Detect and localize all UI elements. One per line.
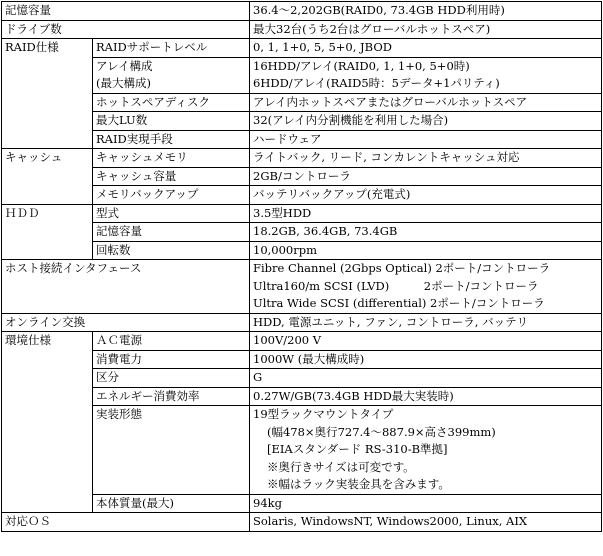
value-cache-size: 2GB/コントローラ — [250, 167, 602, 186]
value-env-ac: 100V/200 V — [250, 332, 602, 351]
value-env-mount-line4: ※奥行きサイズは可変です。 — [267, 459, 415, 474]
value-raid-maxlu: 32(アレイ内分割機能を利用した場合) — [250, 112, 602, 131]
label-raid-support: RAIDサポートレベル — [93, 39, 250, 58]
row-hdd-type — [2, 204, 602, 223]
value-env-mount-line5: ※幅はラック実装金具を含みます。 — [267, 477, 450, 491]
value-raid-array-line1: 16HDD/アレイ(RAID0, 1, 1+0, 5+0時) — [253, 58, 470, 73]
value-env-mount — [250, 406, 602, 495]
value-hdd-type: 3.5型HDD — [250, 204, 602, 223]
row-capacity — [2, 2, 602, 21]
label-host: ホスト接続インタフェース — [2, 260, 250, 314]
value-hdd-capacity: 18.2GB, 36.4GB, 73.4GB — [250, 223, 602, 242]
label-hotswap: オンライン交換 — [2, 313, 250, 332]
row-host — [2, 260, 602, 314]
row-drives — [2, 20, 602, 39]
value-env-weight: 94kg — [250, 494, 602, 513]
value-env-efficiency: 0.27W/GB(73.4GB HDD最大実装時) — [250, 387, 602, 406]
label-env-mount: 実装形態 — [93, 406, 250, 495]
value-host-line3: Ultra Wide SCSI (differential) 2ポート/コントローラ — [253, 296, 545, 310]
label-cache-size: キャッシュ容量 — [93, 167, 250, 186]
group-label-env: 環境仕様 — [2, 332, 93, 513]
value-raid-hotspare: アレイ内ホットスペアまたはグローバルホットスペア — [250, 93, 602, 112]
value-hotswap: HDD, 電源ユニット, ファン, コントローラ, バッテリ — [250, 313, 602, 332]
value-env-mount-line1: 19型ラックマウントタイプ — [253, 407, 394, 421]
label-drives: ドライブ数 — [2, 20, 250, 39]
row-hotswap — [2, 313, 602, 332]
label-env-category: 区分 — [93, 369, 250, 388]
label-os: 対応ＯＳ — [2, 513, 250, 532]
label-raid-array — [93, 57, 250, 93]
value-env-mount-line3: [EIAスタンダード RS-310-B準拠] — [267, 442, 448, 456]
value-os: Solaris, WindowsNT, Windows2000, Linux, AIX — [250, 513, 602, 532]
label-env-power: 消費電力 — [93, 350, 250, 369]
value-cache-backup: バッテリバックアップ(充電式) — [250, 186, 602, 205]
value-host-line2: Ultra160/m SCSI (LVD) 2ポート/コントローラ — [253, 278, 539, 293]
value-raid-impl: ハードウェア — [250, 130, 602, 149]
group-label-raid: RAID仕様 — [2, 39, 93, 149]
spec-table — [1, 1, 602, 532]
row-os — [2, 513, 602, 532]
value-host — [250, 260, 602, 314]
value-raid-array — [250, 57, 602, 93]
label-raid-maxlu: 最大LU数 — [93, 112, 250, 131]
label-hdd-capacity: 記憶容量 — [93, 223, 250, 242]
value-raid-array-line2: 6HDD/アレイ(RAID5時：5データ+1パリティ) — [253, 76, 500, 90]
label-env-ac: ＡＣ電源 — [93, 332, 250, 351]
label-env-efficiency: エネルギー消費効率 — [93, 387, 250, 406]
row-cache-memory — [2, 149, 602, 168]
value-capacity: 36.4～2,202GB(RAID0, 73.4GB HDD利用時) — [250, 2, 602, 21]
value-host-line1: Fibre Channel (2Gbps Optical) 2ポート/コントローラ — [253, 261, 551, 275]
label-env-weight: 本体質量(最大) — [93, 494, 250, 513]
row-raid-support — [2, 39, 602, 58]
label-cache-backup: メモリバックアップ — [93, 186, 250, 205]
value-env-mount-line2: (幅478×奥行727.4～887.9×高さ399mm) — [267, 424, 496, 439]
group-label-hdd: ＨＤＤ — [2, 204, 93, 260]
value-env-category: G — [250, 369, 602, 388]
label-raid-impl: RAID実現手段 — [93, 130, 250, 149]
label-hdd-type: 型式 — [93, 204, 250, 223]
label-hdd-rpm: 回転数 — [93, 241, 250, 260]
label-raid-array-line1: アレイ構成 — [96, 58, 153, 73]
value-raid-support: 0, 1, 1+0, 5, 5+0, JBOD — [250, 39, 602, 58]
value-drives: 最大32台(うち2台はグローバルホットスペア) — [250, 20, 602, 39]
label-raid-hotspare: ホットスペアディスク — [93, 93, 250, 112]
label-cache-memory: キャッシュメモリ — [93, 149, 250, 168]
label-capacity: 記憶容量 — [2, 2, 250, 21]
label-raid-array-line2: (最大構成) — [96, 76, 151, 90]
row-env-ac — [2, 332, 602, 351]
value-hdd-rpm: 10,000rpm — [250, 241, 602, 260]
value-cache-memory: ライトバック, リード, コンカレントキャッシュ対応 — [250, 149, 602, 168]
value-env-power: 1000W (最大構成時) — [250, 350, 602, 369]
group-label-cache: キャッシュ — [2, 149, 93, 205]
